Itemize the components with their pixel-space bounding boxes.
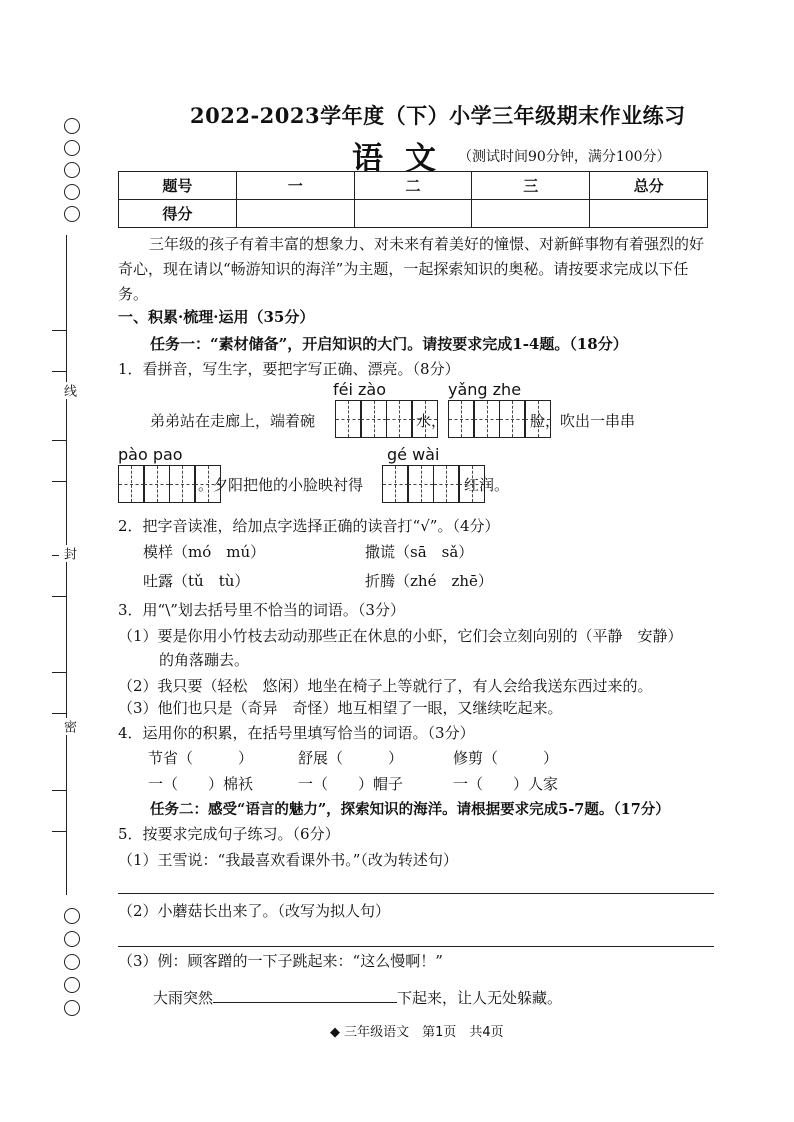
grid-cell[interactable] bbox=[448, 400, 475, 438]
q3-prompt: 3．用“\”划去括号里不恰当的词语。（3分） bbox=[118, 601, 405, 619]
score-row bbox=[119, 200, 708, 228]
grid-cell[interactable] bbox=[473, 400, 500, 438]
grid-cell[interactable] bbox=[360, 400, 387, 438]
q1-prompt: 1．看拼音，写生字，要把字写正确、漂亮。（8分） bbox=[118, 360, 460, 378]
q4-blank: 舒展（ ） bbox=[298, 749, 404, 767]
q1-line2-text-b: 红润。 bbox=[464, 476, 510, 494]
binding-hole bbox=[64, 954, 80, 970]
q4-prompt: 4．运用你的积累，在括号里填写恰当的词语。（3分） bbox=[118, 724, 475, 742]
grid-cell[interactable] bbox=[143, 465, 170, 503]
q5-sentence-2: （2）小蘑菇长出来了。（改写为拟人句） bbox=[118, 902, 391, 920]
score-header-cell: 三 bbox=[472, 172, 590, 200]
grid-cell[interactable] bbox=[169, 465, 196, 503]
q5-sentence-3: （3）例：顾客蹭的一下子跳起来：“这么慢啊！” bbox=[118, 952, 443, 970]
q4-blank: 一（ ）棉袄 bbox=[148, 775, 254, 793]
q2-prompt: 2．把字音读准，给加点字选择正确的读音打“√”。（4分） bbox=[118, 517, 500, 535]
q3-sentence-1-cont: 的角落蹦去。 bbox=[159, 651, 250, 669]
binding-hole bbox=[64, 1000, 80, 1016]
binding-hole bbox=[64, 977, 80, 993]
binding-bracket bbox=[52, 440, 67, 482]
answer-line[interactable] bbox=[118, 893, 714, 894]
margin-label-feng: 封 bbox=[61, 547, 76, 560]
score-cell[interactable] bbox=[472, 200, 590, 228]
page-footer: ◆ 三年级语文 第1页 共4页 bbox=[330, 1025, 504, 1040]
section1-heading: 一、积累·梳理·运用（35分） bbox=[118, 308, 315, 326]
q2-item: 吐露（tǔ tù） bbox=[143, 572, 250, 590]
answer-line[interactable] bbox=[118, 946, 714, 947]
q3-sentence-1: （1）要是你用小竹枝去动动那些正在休息的小虾，它们会立刻向别的（平静 安静） bbox=[118, 627, 683, 645]
grid-cell[interactable] bbox=[499, 400, 526, 438]
q5-task-text-a: 大雨突然 bbox=[153, 989, 214, 1007]
score-header-cell: 总分 bbox=[590, 172, 708, 200]
score-header-cell: 题号 bbox=[119, 172, 237, 200]
score-cell[interactable] bbox=[236, 200, 354, 228]
q2-item: 撒谎（sā sǎ） bbox=[365, 543, 474, 561]
margin-label-xian: 线 bbox=[61, 384, 76, 397]
q1-line1-text-c: 脸，吹出一串串 bbox=[530, 412, 636, 430]
pinyin-yangzhe: yǎng zhe bbox=[448, 380, 522, 399]
binding-hole bbox=[64, 184, 80, 200]
score-cell[interactable] bbox=[590, 200, 708, 228]
binding-bracket bbox=[52, 672, 67, 714]
grid-cell[interactable] bbox=[382, 465, 409, 503]
task2-heading: 任务二：感受“语言的魅力”，探索知识的海洋。请根据要求完成5-7题。（17分） bbox=[150, 801, 670, 818]
score-row-label: 得分 bbox=[119, 200, 237, 228]
subject-title: 语文 bbox=[352, 141, 458, 177]
grid-cell[interactable] bbox=[433, 465, 460, 503]
q2-item: 模样（mó mú） bbox=[143, 543, 266, 561]
binding-hole bbox=[64, 140, 80, 156]
grid-cell[interactable] bbox=[386, 400, 413, 438]
grid-cell[interactable] bbox=[407, 465, 434, 503]
exam-title: 2022-2023学年度（下）小学三年级期末作业练习 bbox=[190, 103, 686, 128]
binding-hole bbox=[64, 118, 80, 134]
q3-sentence-2: （2）我只要（轻松 悠闲）地坐在椅子上等就行了，有人会给我送东西过来的。 bbox=[118, 677, 653, 695]
binding-hole bbox=[64, 206, 80, 222]
pinyin-gewai: gé wài bbox=[387, 445, 440, 464]
score-header-cell: 二 bbox=[354, 172, 472, 200]
score-header-row bbox=[119, 172, 708, 200]
margin-label-mi: 密 bbox=[61, 720, 76, 733]
binding-bracket bbox=[52, 790, 67, 832]
q5-task-text-b: 下起来，让人无处躲藏。 bbox=[397, 989, 563, 1007]
q4-blank: 节省（ ） bbox=[148, 749, 254, 767]
pinyin-feizao: féi zào bbox=[333, 380, 386, 399]
binding-hole bbox=[64, 162, 80, 178]
q2-item: 折腾（zhé zhē） bbox=[365, 572, 493, 590]
q1-line1-text-a: 弟弟站在走廊上，端着碗 bbox=[150, 412, 316, 430]
intro-paragraph: 三年级的孩子有着丰富的想象力、对未来有着美好的憧憬、对新鲜事物有着强烈的好奇心，现在请以“畅游知识的海洋”为主题，一起探索知识的奥秘。请按要求完成以下任务。 bbox=[118, 235, 705, 303]
q1-line1-text-b: 水， bbox=[416, 412, 447, 430]
q5-sentence-1: （1）王雪说：“我最喜欢看课外书。”（改为转述句） bbox=[118, 851, 458, 869]
q3-sentence-3: （3）他们也只是（奇异 奇怪）地互相望了一眼，又继续吃起来。 bbox=[118, 699, 563, 717]
q4-blank: 修剪（ ） bbox=[453, 749, 559, 767]
binding-hole bbox=[64, 908, 80, 924]
answer-blank[interactable] bbox=[213, 988, 397, 1003]
binding-bracket bbox=[52, 330, 67, 372]
binding-hole bbox=[64, 931, 80, 947]
q1-line2-text-a: 。夕阳把他的小脸映衬得 bbox=[198, 476, 364, 494]
score-table bbox=[118, 171, 708, 228]
q5-prompt: 5．按要求完成句子练习。（6分） bbox=[118, 825, 340, 843]
score-cell[interactable] bbox=[354, 200, 472, 228]
q5-sentence-3-task bbox=[153, 987, 562, 1008]
grid-cell[interactable] bbox=[335, 400, 362, 438]
exam-note: （测试时间90分钟，满分100分） bbox=[458, 149, 671, 165]
grid-cell[interactable] bbox=[118, 465, 145, 503]
score-header-cell: 一 bbox=[236, 172, 354, 200]
q4-blank: 一（ ）人家 bbox=[453, 775, 559, 793]
pinyin-paopao: pào pao bbox=[118, 445, 183, 464]
q4-blank: 一（ ）帽子 bbox=[298, 775, 404, 793]
task1-heading: 任务一：“素材储备”，开启知识的大门。请按要求完成1-4题。（18分） bbox=[150, 335, 628, 353]
